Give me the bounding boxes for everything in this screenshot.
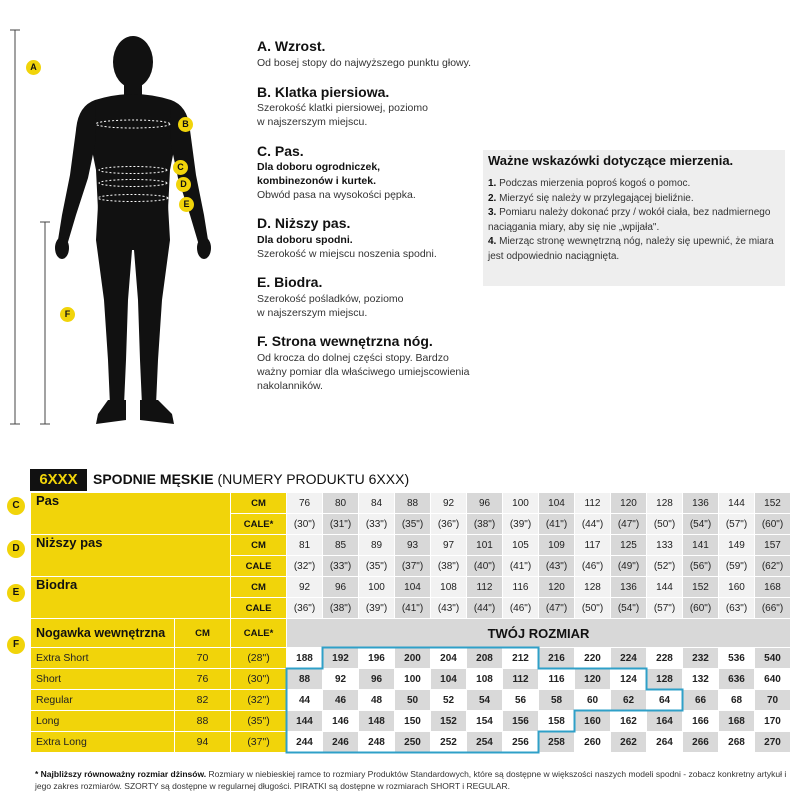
value-cell: (32"): [287, 556, 323, 577]
value-cell: (43"): [539, 556, 575, 577]
size-cell: 68: [719, 690, 755, 711]
size-cell: 66: [683, 690, 719, 711]
value-cell: 168: [755, 577, 791, 598]
inseam-row-cale: (35"): [231, 711, 287, 732]
value-cell: (37"): [395, 556, 431, 577]
inseam-row-cale: (30"): [231, 669, 287, 690]
size-cell: 268: [719, 732, 755, 753]
value-cell: 128: [575, 577, 611, 598]
inseam-unit-cm: CM: [175, 619, 231, 648]
guide-line: Szerokość w miejscu noszenia spodni.: [257, 248, 437, 260]
guide-line: w najszerszym miejscu.: [257, 307, 368, 319]
value-cell: (57"): [719, 514, 755, 535]
size-cell: 536: [719, 648, 755, 669]
value-cell: 144: [719, 493, 755, 514]
value-cell: 105: [503, 535, 539, 556]
value-cell: (49"): [611, 556, 647, 577]
inseam-row-cale: (37"): [231, 732, 287, 753]
size-cell: 162: [611, 711, 647, 732]
tip-item: 4. Mierząc stronę wewnętrzną nóg, należy się upewnić, że miara jest odpowiednio naciągnięta.: [488, 236, 774, 262]
unit-cell: CM: [231, 535, 287, 556]
inseam-row: [31, 669, 791, 690]
guide-line: Szerokość klatki piersiowej, poziomo: [257, 102, 428, 114]
size-cell: 270: [755, 732, 791, 753]
size-cell: 166: [683, 711, 719, 732]
value-cell: 81: [287, 535, 323, 556]
value-cell: 76: [287, 493, 323, 514]
value-cell: (54"): [683, 514, 719, 535]
value-cell: (38"): [431, 556, 467, 577]
measure-label: Pas: [31, 493, 231, 535]
value-cell: (35"): [359, 556, 395, 577]
inseam-row-cm: 76: [175, 669, 231, 690]
size-cell: 146: [323, 711, 359, 732]
guide-e-desc: [257, 292, 497, 320]
size-cell: 156: [503, 711, 539, 732]
value-cell: (40"): [467, 556, 503, 577]
size-cell: 636: [719, 669, 755, 690]
product-title: SPODNIE MĘSKIE (NUMERY PRODUKTU 6XXX): [93, 471, 410, 487]
guide-e-title: E. Biodra.: [257, 274, 323, 290]
value-cell: 120: [539, 577, 575, 598]
badge-c: C: [173, 160, 188, 175]
size-cell: 250: [395, 732, 431, 753]
size-cell: 640: [755, 669, 791, 690]
size-cell: 220: [575, 648, 611, 669]
value-cell: (66"): [755, 598, 791, 619]
product-code: 6XXX: [30, 469, 87, 491]
guide-b-desc: [257, 101, 497, 129]
unit-cell: CALE: [231, 556, 287, 577]
size-cell: 44: [287, 690, 323, 711]
value-cell: 101: [467, 535, 503, 556]
guide-a-desc: [257, 56, 497, 70]
value-cell: (39"): [359, 598, 395, 619]
size-cell: 246: [323, 732, 359, 753]
table-badge-e: E: [7, 584, 25, 602]
size-cell: 216: [539, 648, 575, 669]
inseam-row-cale: (28"): [231, 648, 287, 669]
value-cell: 96: [467, 493, 503, 514]
tip-item: 3. Pomiaru należy dokonać przy / wokół ciała, bez nadmiernego naciągania miary, aby się nie „wpijała".: [488, 207, 771, 233]
value-cell: 133: [647, 535, 683, 556]
value-cell: 117: [575, 535, 611, 556]
value-cell: (41"): [395, 598, 431, 619]
value-cell: 93: [395, 535, 431, 556]
value-cell: 141: [683, 535, 719, 556]
size-cell: 540: [755, 648, 791, 669]
size-cell: 158: [539, 711, 575, 732]
tips-title: Ważne wskazówki dotyczące mierzenia.: [488, 153, 734, 168]
guide-a-title: A. Wzrost.: [257, 38, 326, 54]
size-cell: 112: [503, 669, 539, 690]
size-cell: 128: [647, 669, 683, 690]
size-cell: 64: [647, 690, 683, 711]
size-cell: 62: [611, 690, 647, 711]
value-cell: (44"): [467, 598, 503, 619]
guide-d-desc: [257, 233, 497, 261]
size-cell: 52: [431, 690, 467, 711]
unit-cell: CM: [231, 493, 287, 514]
size-cell: 152: [431, 711, 467, 732]
value-cell: (33"): [323, 556, 359, 577]
size-cell: 132: [683, 669, 719, 690]
inseam-row: [31, 690, 791, 711]
value-cell: (63"): [719, 598, 755, 619]
guide-c-desc: [257, 160, 497, 202]
guide-f-desc: [257, 351, 497, 393]
badge-d: D: [176, 177, 191, 192]
value-cell: 109: [539, 535, 575, 556]
size-cell: 232: [683, 648, 719, 669]
size-cell: 164: [647, 711, 683, 732]
measure-label: Biodra: [31, 577, 231, 619]
size-cell: 144: [287, 711, 323, 732]
guide-d-title: D. Niższy pas.: [257, 215, 351, 231]
size-cell: 124: [611, 669, 647, 690]
value-cell: (54"): [611, 598, 647, 619]
tip-item: 2. Mierzyć się należy w przylegającej bieliźnie.: [488, 192, 694, 204]
value-cell: (50"): [647, 514, 683, 535]
guide-b-title: B. Klatka piersiowa.: [257, 84, 390, 100]
inseam-row-cm: 70: [175, 648, 231, 669]
value-cell: (47"): [539, 598, 575, 619]
size-table: [30, 492, 791, 753]
value-cell: 80: [323, 493, 359, 514]
inseam-row: [31, 732, 791, 753]
size-cell: 60: [575, 690, 611, 711]
size-cell: 252: [431, 732, 467, 753]
size-cell: 58: [539, 690, 575, 711]
value-cell: 120: [611, 493, 647, 514]
size-cell: 88: [287, 669, 323, 690]
value-cell: 85: [323, 535, 359, 556]
value-cell: 104: [395, 577, 431, 598]
value-cell: 160: [719, 577, 755, 598]
value-cell: 128: [647, 493, 683, 514]
value-cell: 149: [719, 535, 755, 556]
measure-row: [31, 493, 791, 514]
size-cell: 212: [503, 648, 539, 669]
measure-row: [31, 577, 791, 598]
value-cell: (60"): [755, 514, 791, 535]
inseam-row-name: Extra Long: [31, 732, 175, 753]
guide-line: Obwód pasa na wysokości pępka.: [257, 189, 416, 201]
size-cell: 54: [467, 690, 503, 711]
value-cell: (35"): [395, 514, 431, 535]
size-cell: 170: [755, 711, 791, 732]
size-cell: 260: [575, 732, 611, 753]
size-cell: 116: [539, 669, 575, 690]
value-cell: (39"): [503, 514, 539, 535]
size-cell: 100: [395, 669, 431, 690]
value-cell: (38"): [323, 598, 359, 619]
value-cell: (59"): [719, 556, 755, 577]
size-cell: 48: [359, 690, 395, 711]
value-cell: (56"): [683, 556, 719, 577]
value-cell: 136: [611, 577, 647, 598]
inseam-row-cm: 94: [175, 732, 231, 753]
guide-c-title: C. Pas.: [257, 143, 304, 159]
value-cell: 88: [395, 493, 431, 514]
guide-bold-line: Dla doboru spodni.: [257, 234, 353, 246]
value-cell: 112: [467, 577, 503, 598]
guide-bold-line: kombinezonów i kurtek.: [257, 175, 377, 187]
size-cell: 192: [323, 648, 359, 669]
size-cell: 200: [395, 648, 431, 669]
inseam-row-cale: (32"): [231, 690, 287, 711]
size-cell: 256: [503, 732, 539, 753]
value-cell: (52"): [647, 556, 683, 577]
inseam-row-name: Short: [31, 669, 175, 690]
inseam-row: [31, 711, 791, 732]
guide-f-title: F. Strona wewnętrzna nóg.: [257, 333, 433, 349]
value-cell: (46"): [503, 598, 539, 619]
value-cell: 136: [683, 493, 719, 514]
value-cell: 144: [647, 577, 683, 598]
size-cell: 168: [719, 711, 755, 732]
unit-cell: CALE: [231, 598, 287, 619]
size-cell: 154: [467, 711, 503, 732]
value-cell: 92: [431, 493, 467, 514]
measure-label: Niższy pas: [31, 535, 231, 577]
size-cell: 120: [575, 669, 611, 690]
size-cell: 92: [323, 669, 359, 690]
value-cell: (31"): [323, 514, 359, 535]
guide-line: Od krocza do dolnej części stopy. Bardzo: [257, 352, 449, 364]
value-cell: (44"): [575, 514, 611, 535]
value-cell: (47"): [611, 514, 647, 535]
badge-a: A: [26, 60, 41, 75]
unit-cell: CALE*: [231, 514, 287, 535]
inseam-row: [31, 648, 791, 669]
value-cell: (36"): [431, 514, 467, 535]
value-cell: 96: [323, 577, 359, 598]
guide-line: Od bosej stopy do najwyższego punktu głowy.: [257, 57, 472, 69]
size-cell: 150: [395, 711, 431, 732]
unit-cell: CM: [231, 577, 287, 598]
value-cell: 84: [359, 493, 395, 514]
size-cell: 258: [539, 732, 575, 753]
value-cell: 92: [287, 577, 323, 598]
measure-row: [31, 535, 791, 556]
badge-f: F: [60, 307, 75, 322]
inseam-header-row: [31, 619, 791, 648]
size-cell: 188: [287, 648, 323, 669]
value-cell: (57"): [647, 598, 683, 619]
size-cell: 262: [611, 732, 647, 753]
value-cell: (38"): [467, 514, 503, 535]
inseam-row-cm: 88: [175, 711, 231, 732]
inseam-row-name: Long: [31, 711, 175, 732]
size-cell: 108: [467, 669, 503, 690]
guide-line: ważny pomiar dla właściwego umiejscowienia: [257, 366, 470, 378]
table-badge-c: C: [7, 497, 25, 515]
size-cell: 104: [431, 669, 467, 690]
inseam-row-name: Extra Short: [31, 648, 175, 669]
value-cell: (50"): [575, 598, 611, 619]
size-cell: 248: [359, 732, 395, 753]
size-cell: 160: [575, 711, 611, 732]
value-cell: (30"): [287, 514, 323, 535]
value-cell: 100: [503, 493, 539, 514]
value-cell: 157: [755, 535, 791, 556]
tip-item: 1. Podczas mierzenia poproś kogoś o pomoc.: [488, 178, 691, 189]
value-cell: 104: [539, 493, 575, 514]
size-cell: 244: [287, 732, 323, 753]
inseam-row-name: Regular: [31, 690, 175, 711]
inseam-unit-cale: CALE*: [231, 619, 287, 648]
value-cell: 116: [503, 577, 539, 598]
inseam-label: Nogawka wewnętrzna: [31, 619, 175, 648]
value-cell: 97: [431, 535, 467, 556]
guide-bold-line: Dla doboru ogrodniczek,: [257, 161, 381, 173]
value-cell: (36"): [287, 598, 323, 619]
value-cell: (62"): [755, 556, 791, 577]
tips-list: [488, 177, 780, 264]
value-cell: 152: [755, 493, 791, 514]
value-cell: 152: [683, 577, 719, 598]
size-cell: 96: [359, 669, 395, 690]
size-cell: 228: [647, 648, 683, 669]
value-cell: (41"): [539, 514, 575, 535]
size-cell: 56: [503, 690, 539, 711]
size-cell: 266: [683, 732, 719, 753]
size-cell: 224: [611, 648, 647, 669]
value-cell: 112: [575, 493, 611, 514]
table-badge-d: D: [7, 540, 25, 558]
guide-line: w najszerszym miejscu.: [257, 116, 368, 128]
size-cell: 208: [467, 648, 503, 669]
value-cell: (43"): [431, 598, 467, 619]
value-cell: 89: [359, 535, 395, 556]
value-cell: 125: [611, 535, 647, 556]
value-cell: (60"): [683, 598, 719, 619]
size-cell: 254: [467, 732, 503, 753]
value-cell: 108: [431, 577, 467, 598]
footnote: * Najbliższy równoważny rozmiar dżinsów. Rozmiary w niebieskiej ramce to rozmiary Produktów Standardowych, które są dostępne w większości naszych modeli spodni - zobacz konkretny artykuł i jego zakres rozmiarów. SZORTY są dostępne w regularnej długości. PIRATKI są dostępne w rozmiarach SHORT i REGULAR.: [35, 769, 787, 791]
guide-line: nakolanników.: [257, 380, 323, 392]
body-figure: [0, 20, 240, 440]
size-cell: 196: [359, 648, 395, 669]
inseam-row-cm: 82: [175, 690, 231, 711]
badge-e: E: [179, 197, 194, 212]
value-cell: 100: [359, 577, 395, 598]
size-cell: 264: [647, 732, 683, 753]
size-cell: 50: [395, 690, 431, 711]
size-cell: 70: [755, 690, 791, 711]
your-size-header: TWÓJ ROZMIAR: [287, 619, 791, 648]
table-badge-f: F: [7, 636, 25, 654]
size-cell: 46: [323, 690, 359, 711]
size-cell: 148: [359, 711, 395, 732]
badge-b: B: [178, 117, 193, 132]
guide-line: Szerokość pośladków, poziomo: [257, 293, 404, 305]
value-cell: (46"): [575, 556, 611, 577]
size-cell: 204: [431, 648, 467, 669]
value-cell: (41"): [503, 556, 539, 577]
value-cell: (33"): [359, 514, 395, 535]
